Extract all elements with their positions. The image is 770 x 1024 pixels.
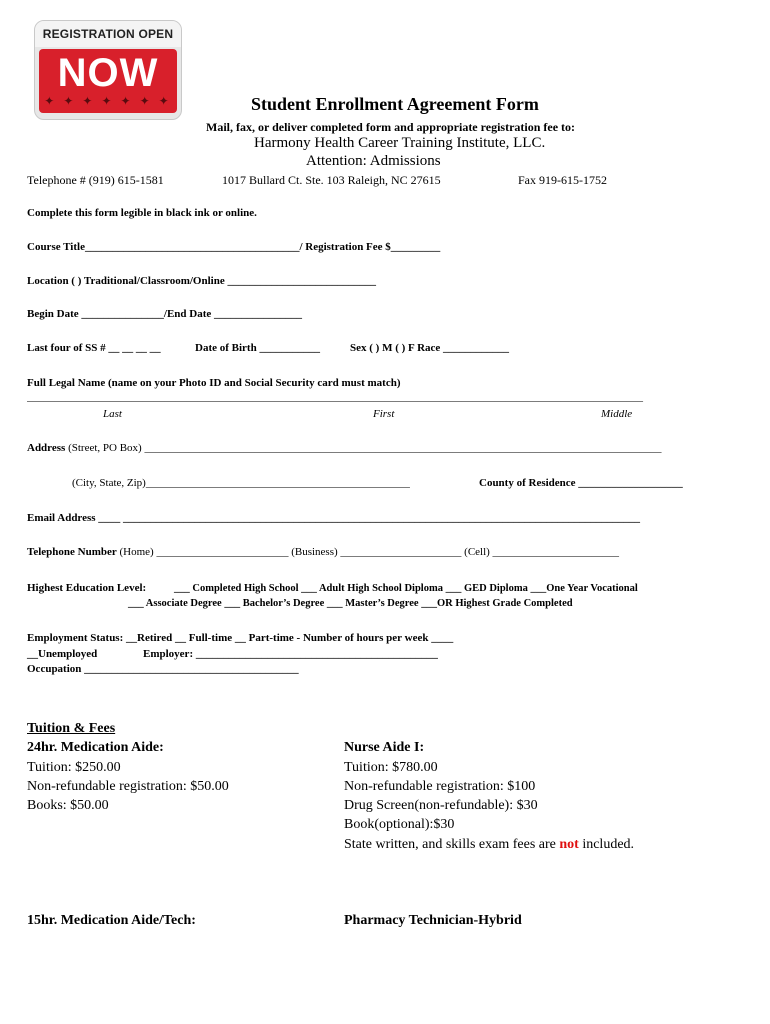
pharmacy-tech-title: Pharmacy Technician-Hybrid: [344, 913, 522, 928]
logo-red-panel: [39, 49, 177, 113]
address-street-field[interactable]: [27, 442, 721, 454]
date-of-birth-field[interactable]: Date of Birth ___________: [195, 342, 320, 354]
ink-instruction: Complete this form legible in black ink or online.: [27, 207, 257, 219]
mail-instructions: Mail, fax, or deliver completed form and appropriate registration fee to:: [206, 120, 576, 134]
legal-name-field[interactable]: ________________________________________________________________________________________________________________: [27, 391, 643, 403]
nurse-aide-exam-note: [344, 837, 634, 853]
address-label: Address: [27, 442, 66, 454]
name-middle-caption: Middle: [601, 408, 633, 420]
occupation-field[interactable]: Occupation _______________________________________: [27, 663, 299, 675]
exam-note-after: included.: [578, 837, 635, 852]
logo-now-text: NOW: [57, 51, 159, 95]
employment-status-field[interactable]: Employment Status: __Retired __ Full-time __ Part-time - Number of hours per week ____: [27, 632, 454, 644]
med-tech-title: 15hr. Medication Aide/Tech:: [27, 913, 196, 928]
exam-note-emphasis: not: [559, 837, 579, 852]
ss-last-four-field[interactable]: Last four of SS # __ __ __ __: [27, 342, 161, 354]
education-label: Highest Education Level:: [27, 582, 147, 594]
telephone-number-field[interactable]: [27, 546, 619, 558]
course-title-field[interactable]: Course Title_______________________________________/ Registration Fee $_________: [27, 241, 441, 253]
nurse-aide-book: Book(optional):$30: [344, 817, 455, 832]
med-aide-books: Books: $50.00: [27, 798, 109, 813]
nurse-aide-tuition: Tuition: $780.00: [344, 760, 438, 775]
county-field[interactable]: County of Residence ___________________: [479, 477, 683, 489]
attention-line: Attention: Admissions: [306, 153, 441, 169]
name-first-caption: First: [373, 408, 395, 420]
nurse-aide-registration: Non-refundable registration: $100: [344, 779, 536, 794]
telephone-number: Telephone # (919) 615-1581: [27, 173, 164, 187]
employer-field[interactable]: Employer: ____________________________________________: [143, 648, 438, 660]
mailing-address: 1017 Bullard Ct. Ste. 103 Raleigh, NC 27615: [222, 173, 441, 187]
institute-name: Harmony Health Career Training Institute, LLC.: [254, 135, 546, 151]
address-street-hint: (Street, PO Box) ______________________________________________________________________________________________: [68, 442, 662, 454]
email-field[interactable]: Email Address ____ ______________________________________________________________________________________________: [27, 512, 641, 524]
education-options-row1[interactable]: ___ Completed High School ___ Adult High School Diploma ___ GED Diploma ___One Year Vocational: [174, 583, 638, 594]
registration-open-logo: [34, 20, 182, 120]
unemployed-option[interactable]: __Unemployed: [27, 648, 98, 660]
nurse-aide-title: Nurse Aide I:: [344, 740, 425, 755]
form-title: Student Enrollment Agreement Form: [251, 94, 539, 114]
logo-top-text: REGISTRATION OPEN: [35, 21, 181, 47]
location-field[interactable]: Location ( ) Traditional/Classroom/Online ___________________________: [27, 275, 376, 287]
telephone-number-label: Telephone Number: [27, 546, 117, 558]
exam-note-before: State written, and skills exam fees are: [344, 837, 560, 852]
med-aide-tuition: Tuition: $250.00: [27, 760, 121, 775]
city-state-zip-field[interactable]: (City, State, Zip)________________________________________________: [72, 477, 410, 489]
legal-name-label: Full Legal Name (name on your Photo ID and Social Security card must match): [27, 377, 401, 389]
sex-race-field[interactable]: Sex ( ) M ( ) F Race ____________: [350, 342, 510, 354]
name-last-caption: Last: [103, 408, 122, 420]
med-aide-registration: Non-refundable registration: $50.00: [27, 779, 229, 794]
logo-runners-icon: ✦ ✦ ✦ ✦ ✦ ✦ ✦: [44, 94, 172, 108]
education-options-row2[interactable]: ___ Associate Degree ___ Bachelor’s Degree ___ Master’s Degree ___OR Highest Grade Completed: [128, 598, 573, 609]
nurse-aide-drug-screen: Drug Screen(non-refundable): $30: [344, 798, 538, 813]
fax-number: Fax 919-615-1752: [518, 173, 607, 187]
med-aide-title: 24hr. Medication Aide:: [27, 740, 164, 755]
tuition-fees-heading: Tuition & Fees: [27, 721, 116, 736]
begin-end-date-field[interactable]: Begin Date _______________/End Date ________________: [27, 308, 302, 320]
telephone-number-lines: (Home) ________________________ (Business) ______________________ (Cell) _______________________: [119, 546, 620, 558]
